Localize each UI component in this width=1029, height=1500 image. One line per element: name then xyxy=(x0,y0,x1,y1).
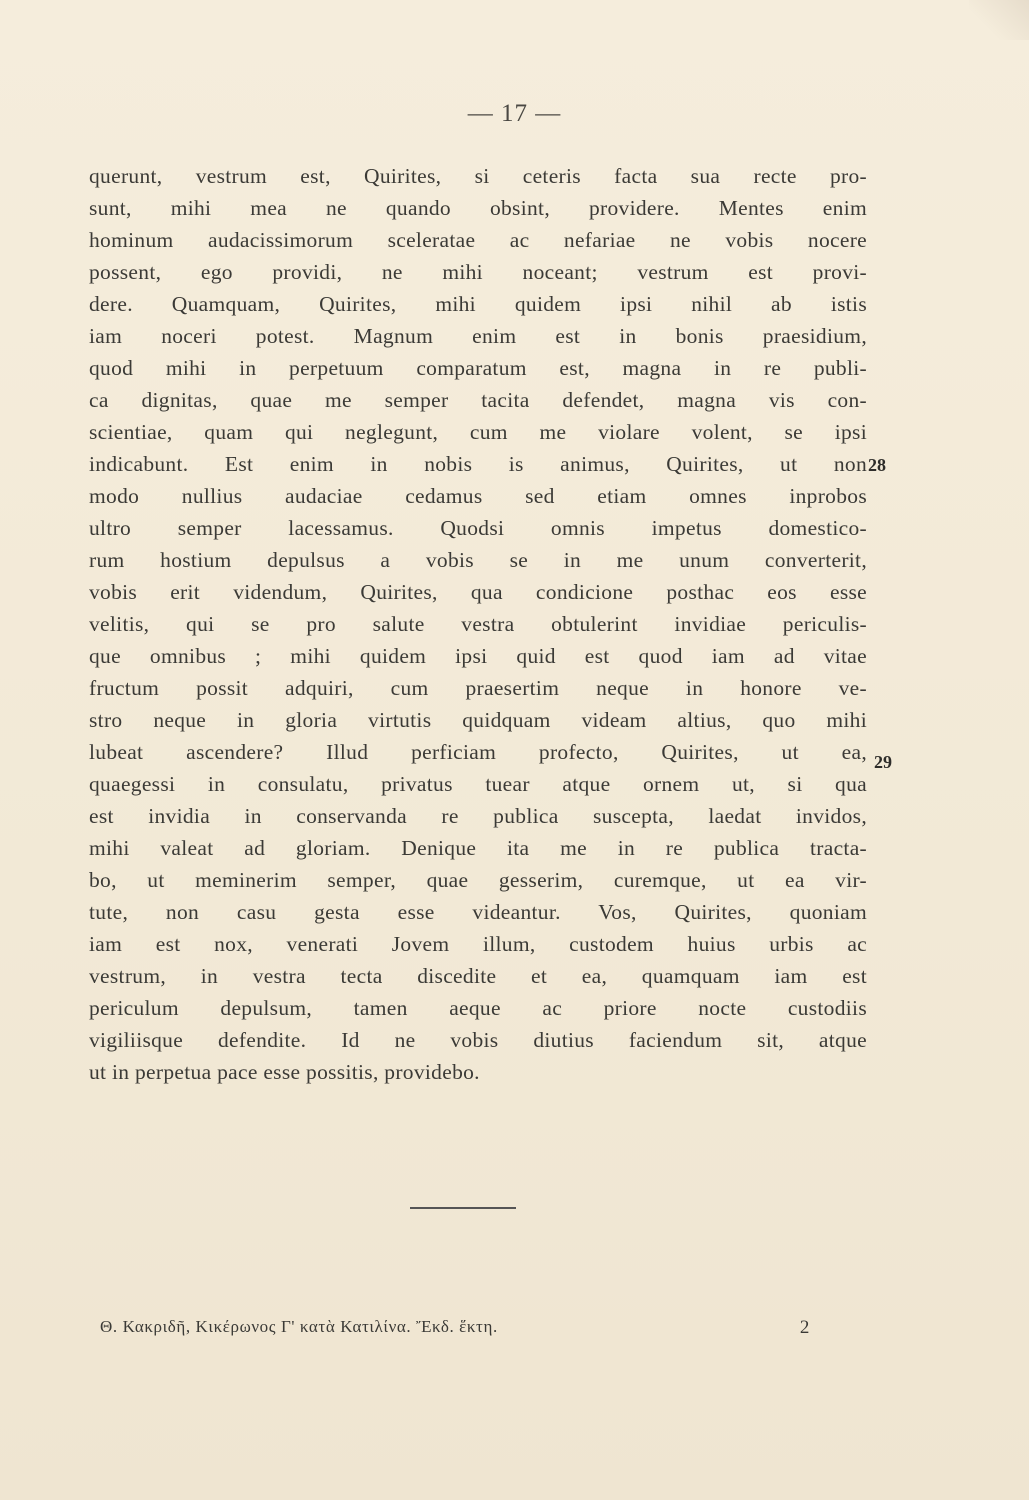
end-rule xyxy=(410,1207,516,1209)
text-line: vobis erit videndum, Quirites, qua condicione posthac eos esse xyxy=(89,580,867,604)
text-line: quod mihi in perpetuum comparatum est, magna in re publi- xyxy=(89,356,867,380)
page-number: — 17 — xyxy=(467,100,562,127)
text-line: vigiliisque defendite. Id ne vobis diutius faciendum sit, atque xyxy=(89,1028,867,1052)
text-line: periculum depulsum, tamen aeque ac priore nocte custodiis xyxy=(89,996,867,1020)
text-line: mihi valeat ad gloriam. Denique ita me in re publica tracta- xyxy=(89,836,867,860)
footer-citation: Θ. Κακριδῆ, Κικέρωνος Γ' κατὰ Κατιλίνα. Ἔκδ. ἕκτη. xyxy=(100,1317,498,1336)
text-line: iam noceri potest. Magnum enim est in bonis praesidium, xyxy=(89,324,867,348)
text-line: hominum audacissimorum sceleratae ac nefariae ne vobis nocere xyxy=(89,228,867,252)
text-line: querunt, vestrum est, Quirites, si ceteris facta sua recte pro- xyxy=(89,164,867,188)
section-number-28: 28 xyxy=(868,455,886,475)
body-text xyxy=(89,160,867,1088)
text-line: stro neque in gloria virtutis quidquam videam altius, quo mihi xyxy=(89,708,867,732)
section-number-29: 29 xyxy=(874,752,892,772)
text-line: lubeat ascendere? Illud perficiam profecto, Quirites, ut ea, xyxy=(89,740,867,764)
text-line: vestrum, in vestra tecta discedite et ea, quamquam iam est xyxy=(89,964,867,988)
text-line: modo nullius audaciae cedamus sed etiam omnes inprobos xyxy=(89,484,867,508)
text-line: bo, ut meminerim semper, quae gesserim, curemque, ut ea vir- xyxy=(89,868,867,892)
text-line: possent, ego providi, ne mihi noceant; vestrum est provi- xyxy=(89,260,867,284)
text-line: iam est nox, venerati Jovem illum, custodem huius urbis ac xyxy=(89,932,867,956)
text-line: rum hostium depulsus a vobis se in me unum converterit, xyxy=(89,548,867,572)
text-line: ultro semper lacessamus. Quodsi omnis impetus domestico- xyxy=(89,516,867,540)
text-line: ut in perpetua pace esse possitis, providebo. xyxy=(89,1060,480,1084)
signature-mark: 2 xyxy=(799,1317,810,1338)
text-line: que omnibus ; mihi quidem ipsi quid est quod iam ad vitae xyxy=(89,644,867,668)
text-line: quaegessi in consulatu, privatus tuear atque ornem ut, si qua xyxy=(89,772,867,796)
footer xyxy=(100,1317,820,1345)
text-line: indicabunt. Est enim in nobis is animus, Quirites, ut non xyxy=(89,452,867,476)
text-line: ca dignitas, quae me semper tacita defendet, magna vis con- xyxy=(89,388,867,412)
text-line: tute, non casu gesta esse videantur. Vos, Quirites, quoniam xyxy=(89,900,867,924)
page-corner-shade xyxy=(969,0,1029,40)
text-line: est invidia in conservanda re publica suscepta, laedat invidos, xyxy=(89,804,867,828)
text-line: sunt, mihi mea ne quando obsint, providere. Mentes enim xyxy=(89,196,867,220)
text-line: scientiae, quam qui neglegunt, cum me violare volent, se ipsi xyxy=(89,420,867,444)
text-line: fructum possit adquiri, cum praesertim neque in honore ve- xyxy=(89,676,867,700)
text-line: dere. Quamquam, Quirites, mihi quidem ipsi nihil ab istis xyxy=(89,292,867,316)
text-line: velitis, qui se pro salute vestra obtulerint invidiae periculis- xyxy=(89,612,867,636)
